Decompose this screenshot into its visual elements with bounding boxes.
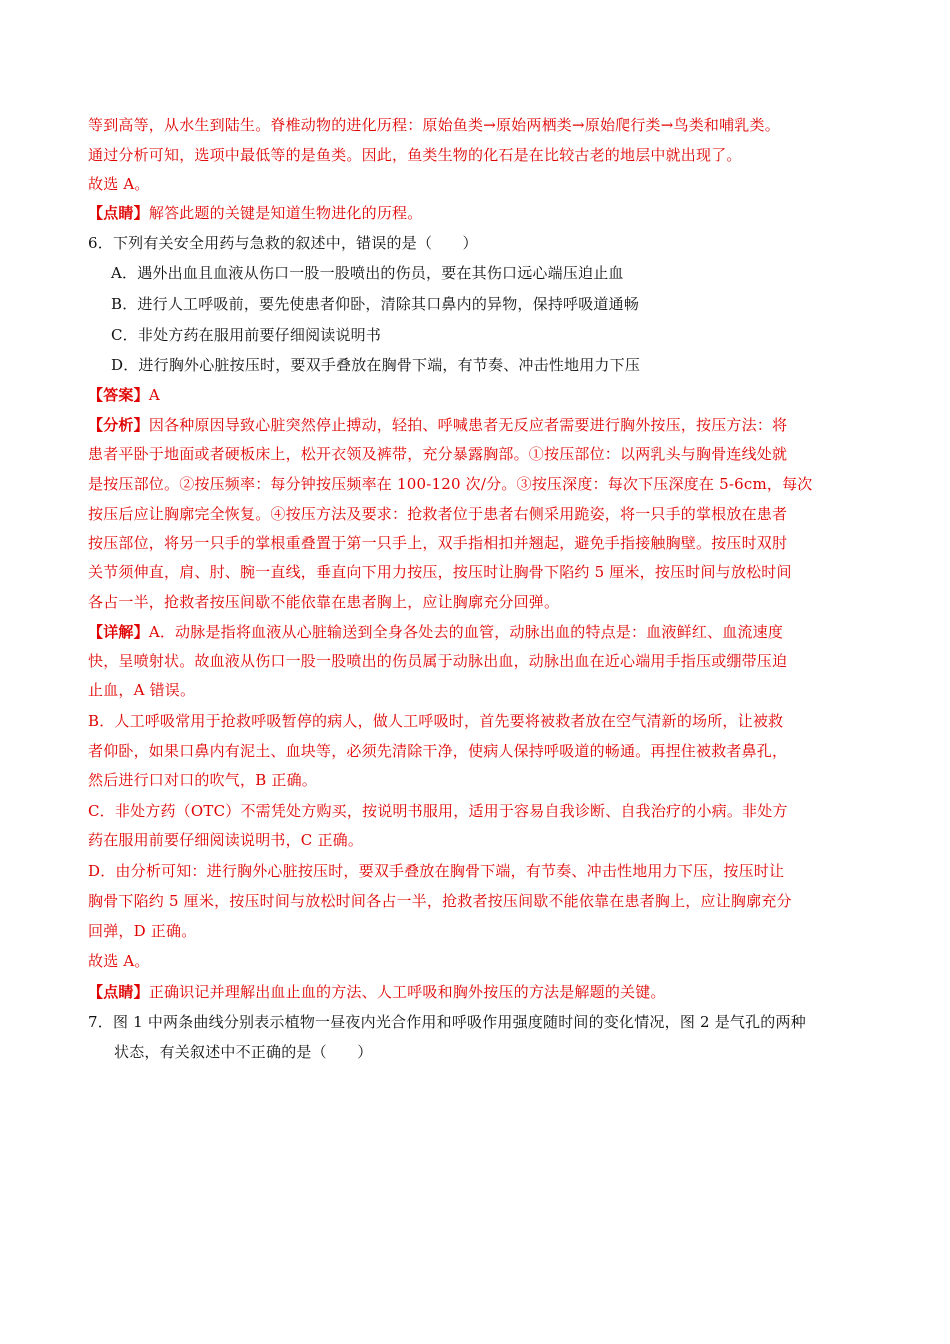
question-6-option-d: D．进行胸外心脏按压时，要双手叠放在胸骨下端，有节奏、冲击性地用力下压 bbox=[111, 356, 641, 374]
intro-point bbox=[88, 203, 422, 223]
intro-line-1: 等到高等，从水生到陆生。脊椎动物的进化历程：原始鱼类→原始两栖类→原始爬行类→鸟类和哺乳类。 bbox=[88, 116, 780, 134]
detail-b-line-2: 者仰卧，如果口鼻内有泥土、血块等，必须先清除干净，使病人保持呼吸道的畅通。再捏住被救者鼻孔， bbox=[88, 742, 788, 760]
analysis-text-1: 因各种原因导致心脏突然停止搏动，轻拍、呼喊患者无反应者需要进行胸外按压，按压方法：将 bbox=[148, 416, 788, 434]
detail-tag: 【详解】 bbox=[88, 623, 149, 641]
question-6-option-c: C．非处方药在服用前要仔细阅读说明书 bbox=[111, 326, 382, 344]
answer-tag: 【答案】 bbox=[88, 386, 149, 404]
detail-d-line-2: 胸骨下陷约 5 厘米，按压时间与放松时间各占一半，抢救者按压间歇不能依靠在患者胸上，应让胸廓充分 bbox=[88, 892, 792, 910]
answer-line bbox=[88, 385, 160, 405]
point-text: 正确识记并理解出血止血的方法、人工呼吸和胸外按压的方法是解题的关键。 bbox=[148, 983, 666, 1001]
detail-b-line-1: B．人工呼吸常用于抢救呼吸暂停的病人，做人工呼吸时，首先要将被救者放在空气清新的场所，让被救 bbox=[88, 712, 784, 730]
analysis-line-6: 关节须伸直，肩、肘、腕一直线，垂直向下用力按压，按压时让胸骨下陷约 5 厘米，按压时间与放松时间 bbox=[88, 563, 792, 581]
question-6-conclusion: 故选 A。 bbox=[88, 952, 150, 970]
question-7-stem-line-2: 状态，有关叙述中不正确的是（ ） bbox=[114, 1043, 373, 1061]
question-6-stem: 6．下列有关安全用药与急救的叙述中，错误的是（ ） bbox=[88, 234, 478, 252]
detail-d-line-3: 回弹，D 正确。 bbox=[88, 922, 197, 940]
question-6-option-b: B．进行人工呼吸前，要先使患者仰卧，清除其口鼻内的异物，保持呼吸道通畅 bbox=[111, 295, 640, 313]
detail-d-line-1: D．由分析可知：进行胸外心脏按压时，要双手叠放在胸骨下端，有节奏、冲击性地用力下压，按压时让 bbox=[88, 862, 785, 880]
analysis-line-1 bbox=[88, 415, 787, 435]
question-6-point bbox=[88, 982, 666, 1002]
point-tag: 【点睛】 bbox=[88, 204, 149, 222]
detail-c-line-2: 药在服用前要仔细阅读说明书，C 正确。 bbox=[88, 831, 364, 849]
analysis-line-3: 是按压部位。②按压频率：每分钟按压频率在 100-120 次/分。③按压深度：每次下压深度在 5-6cm，每次 bbox=[88, 475, 813, 493]
analysis-line-4: 按压后应让胸廓完全恢复。④按压方法及要求：抢救者位于患者右侧采用跪姿，将一只手的掌根放在患者 bbox=[88, 505, 788, 523]
answer-value: A bbox=[148, 386, 160, 404]
detail-a-line-3: 止血，A 错误。 bbox=[88, 681, 196, 699]
question-6-option-a: A．遇外出血且血液从伤口一股一股喷出的伤员，要在其伤口远心端压迫止血 bbox=[111, 264, 624, 282]
detail-a-line-2: 快，呈喷射状。故血液从伤口一股一股喷出的伤员属于动脉出血，动脉出血在近心端用手指压或绷带压迫 bbox=[88, 652, 788, 670]
point-text: 解答此题的关键是知道生物进化的历程。 bbox=[148, 204, 423, 222]
intro-conclusion: 故选 A。 bbox=[88, 175, 150, 193]
analysis-line-2: 患者平卧于地面或者硬板床上，松开衣领及裤带，充分暴露胸部。①按压部位：以两乳头与胸骨连线处就 bbox=[88, 445, 788, 463]
analysis-line-5: 按压部位，将另一只手的掌根重叠置于第一只手上，双手指相扣并翘起，避免手指接触胸壁。按压时双肘 bbox=[88, 534, 788, 552]
intro-line-2: 通过分析可知，选项中最低等的是鱼类。因此，鱼类生物的化石是在比较古老的地层中就出现了。 bbox=[88, 146, 742, 164]
detail-b-line-3: 然后进行口对口的吹气，B 正确。 bbox=[88, 771, 317, 789]
question-7-stem-line-1: 7．图 1 中两条曲线分别表示植物一昼夜内光合作用和呼吸作用强度随时间的变化情况，图 2 是气孔的两种 bbox=[88, 1013, 806, 1031]
point-tag: 【点睛】 bbox=[88, 983, 149, 1001]
detail-c-line-1: C．非处方药（OTC）不需凭处方购买，按说明书服用，适用于容易自我诊断、自我治疗的小病。非处方 bbox=[88, 802, 788, 820]
analysis-line-7: 各占一半，抢救者按压间歇不能依靠在患者胸上，应让胸廓充分回弹。 bbox=[88, 593, 560, 611]
detail-a-line-1 bbox=[88, 622, 783, 642]
detail-a-text-1: A．动脉是指将血液从心脏输送到全身各处去的血管，动脉出血的特点是：血液鲜红、血流速度 bbox=[148, 623, 784, 641]
analysis-tag: 【分析】 bbox=[88, 416, 149, 434]
